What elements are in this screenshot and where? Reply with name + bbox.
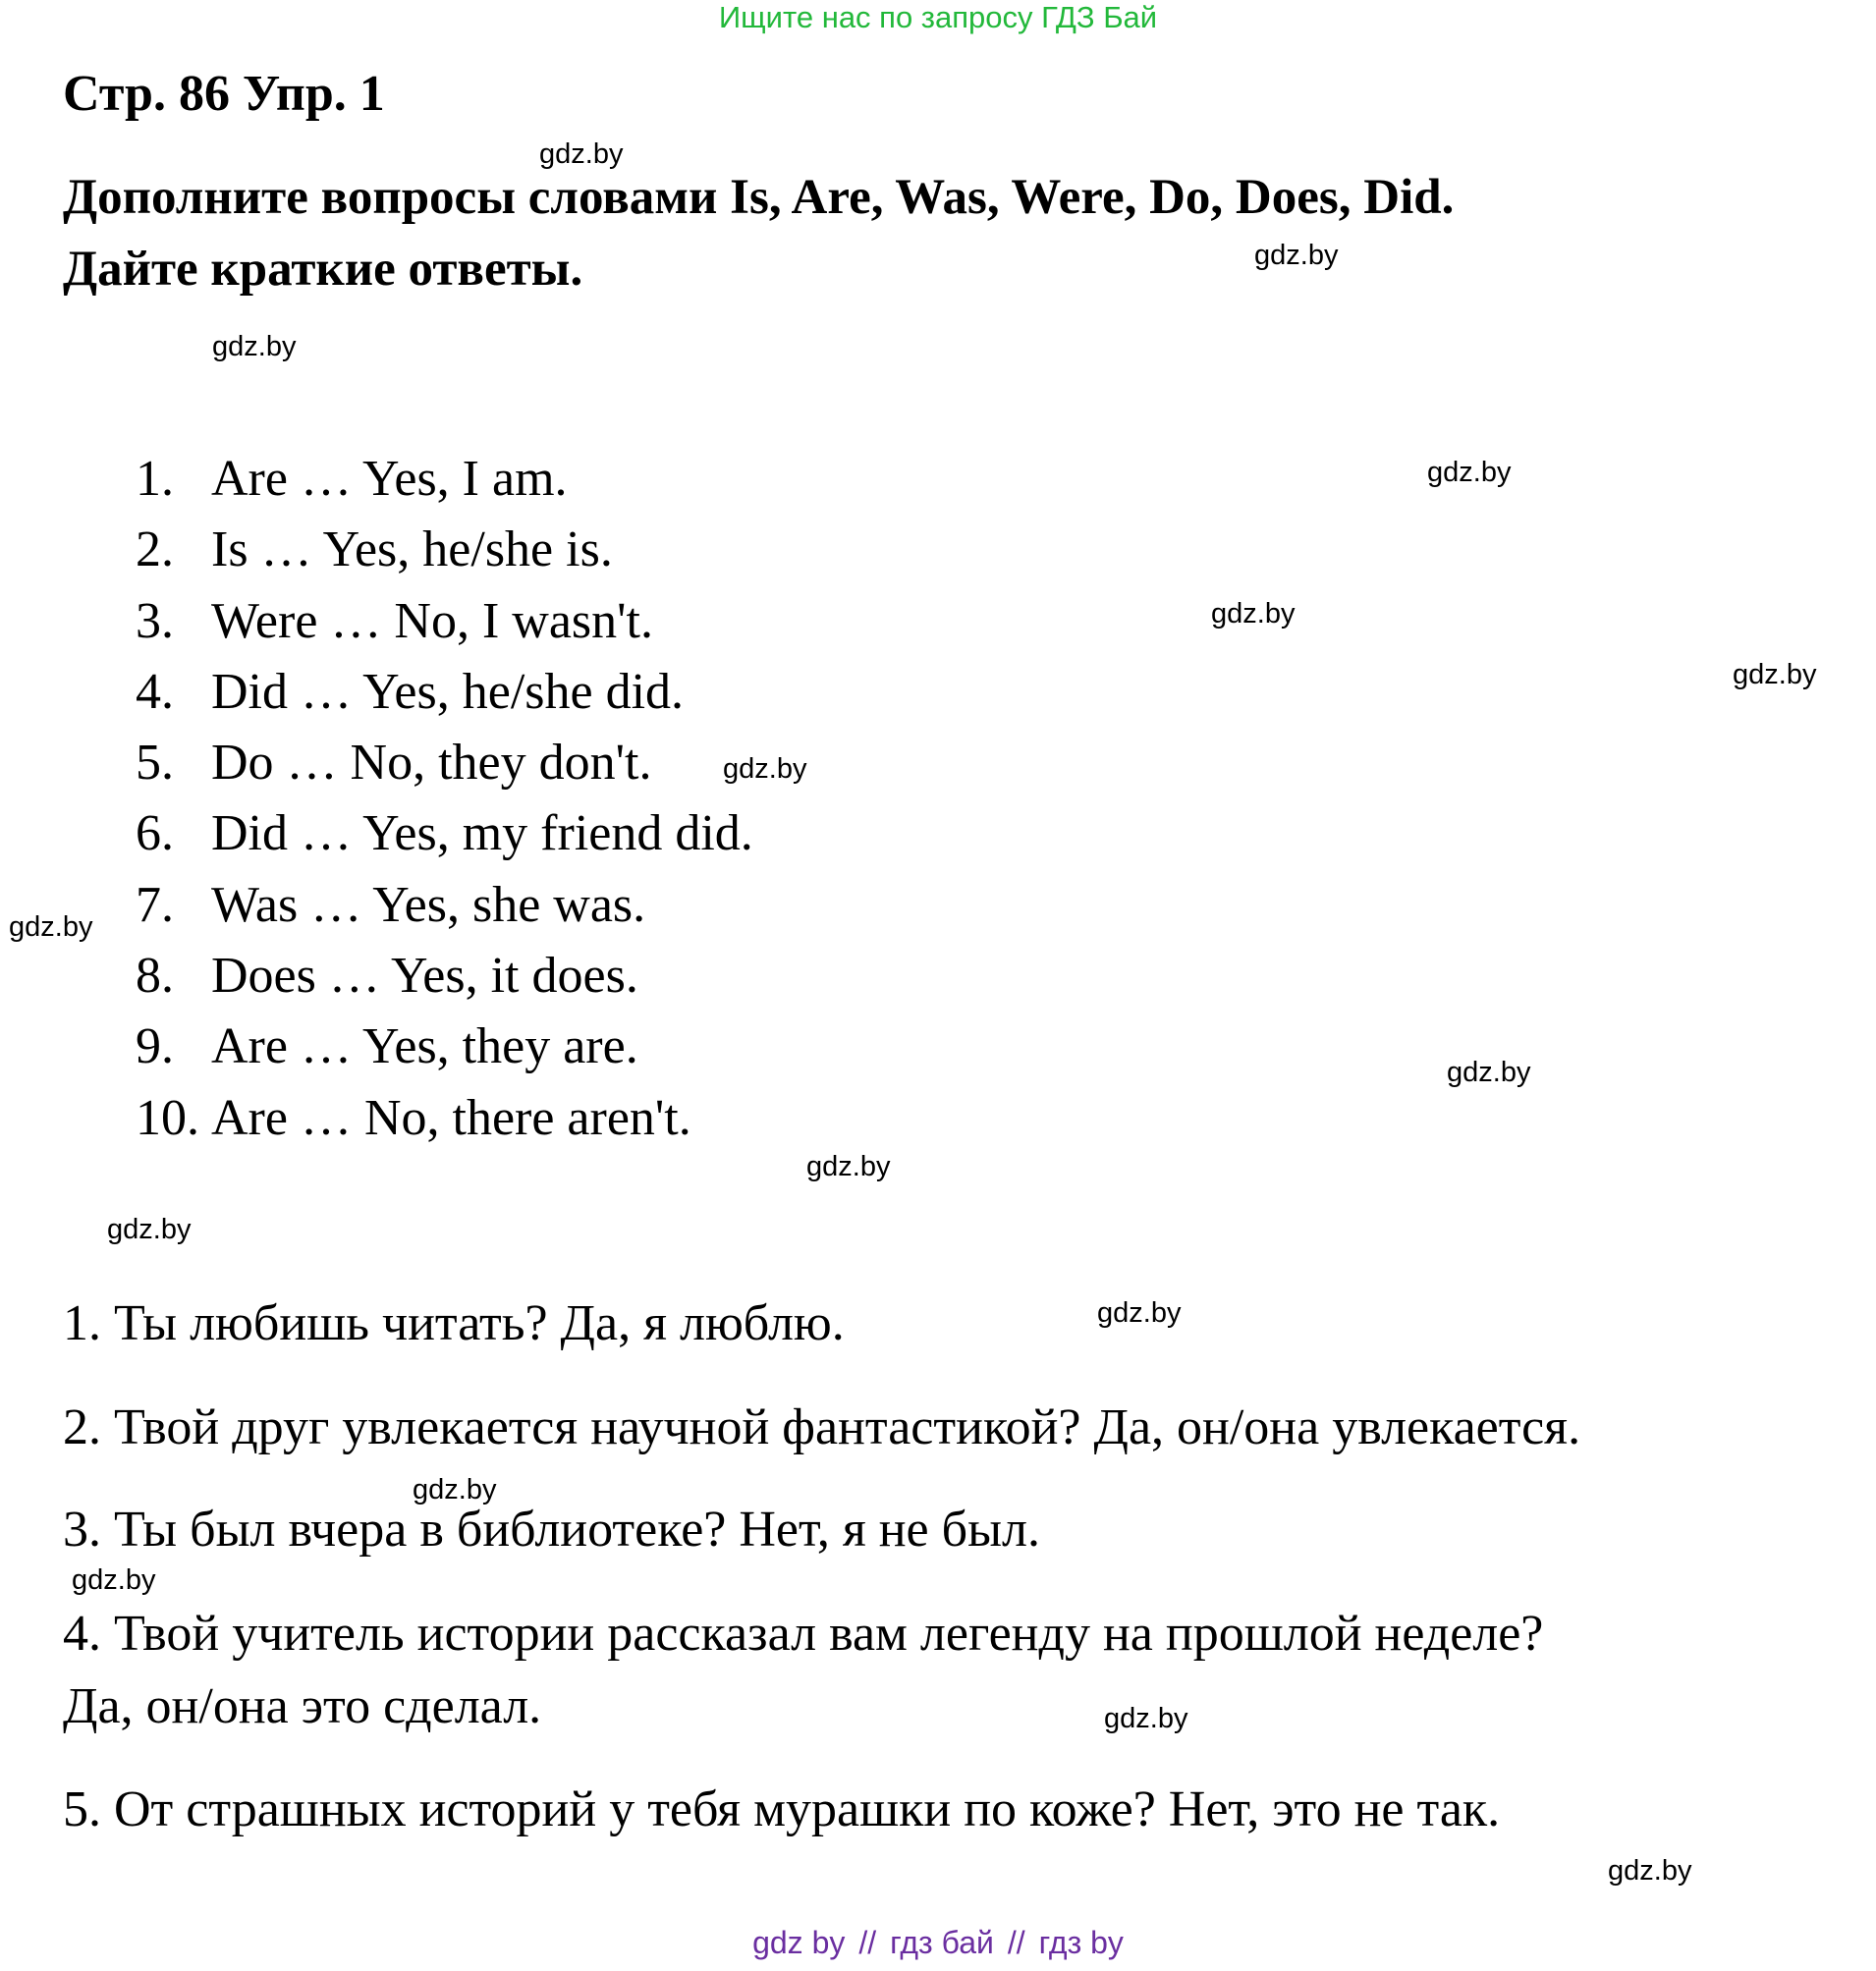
watermark: gdz.by [1427,457,1512,488]
answer-item-2 [136,515,753,585]
task-instruction-line-2: Дайте краткие ответы. [63,242,583,297]
translation-1: 1. Ты любишь читать? Да, я люблю. [63,1295,845,1351]
answer-item-1 [136,444,753,515]
watermark: gdz.by [1211,598,1296,630]
page-title: Стр. 86 Упр. 1 [63,66,385,122]
answer-number: 1. [136,451,174,507]
watermark: gdz.by [723,753,807,785]
watermark: gdz.by [1254,240,1339,271]
watermark: gdz.by [1447,1057,1531,1088]
translation-3: 3. Ты был вчера в библиотеке? Нет, я не был. [63,1502,1040,1558]
watermark: gdz.by [72,1564,156,1596]
top-banner: Ищите нас по запросу ГДЗ Бай [718,0,1158,34]
answer-text: Are … No, there aren't. [211,1089,691,1146]
watermark: gdz.by [1104,1703,1188,1734]
answer-list [136,444,753,1154]
translation-4-line-1: 4. Твой учитель истории рассказал вам легенду на прошлой неделе? [63,1606,1544,1662]
answer-text: Does … Yes, it does. [211,948,638,1005]
answer-number: 8. [136,948,174,1005]
answer-text: Are … Yes, I am. [211,451,568,507]
answer-text: Did … Yes, he/she did. [211,663,685,720]
answer-text: Were … No, I wasn't. [211,592,653,649]
footer-link-gdz-bai[interactable]: гдз бай [890,1925,994,1960]
answer-item-3 [136,586,753,657]
answer-text: Did … Yes, my friend did. [211,805,753,862]
translation-4-line-2: Да, он/она это сделал. [63,1678,542,1734]
answer-number: 3. [136,592,174,649]
answer-text: Is … Yes, he/she is. [211,521,613,578]
answer-number: 6. [136,805,174,862]
task-instruction-line-1: Дополните вопросы словами Is, Are, Was, Were, Do, Does, Did. [63,170,1455,225]
translation-5: 5. От страшных историй у тебя мурашки по коже? Нет, это не так. [63,1781,1501,1837]
footer-link-gdz-by[interactable]: gdz by [752,1925,846,1960]
footer-link-gdz-by-2[interactable]: гдз by [1038,1925,1124,1960]
answer-item-4 [136,657,753,728]
watermark: gdz.by [212,331,297,362]
watermark: gdz.by [107,1214,192,1245]
answer-item-7 [136,870,753,941]
footer-links [0,1923,1876,1962]
answer-text: Are … Yes, they are. [211,1018,638,1075]
answer-number: 5. [136,735,174,792]
watermark: gdz.by [539,138,624,170]
answer-number: 7. [136,876,174,933]
answer-number: 9. [136,1018,174,1075]
watermark: gdz.by [9,911,93,943]
answer-item-8 [136,941,753,1012]
answer-number: 10. [136,1089,199,1146]
watermark: gdz.by [1608,1855,1692,1887]
watermark: gdz.by [1097,1297,1182,1329]
watermark: gdz.by [413,1474,497,1506]
translation-2: 2. Твой друг увлекается научной фантастикой? Да, он/она увлекается. [63,1399,1581,1455]
footer-separator: // [858,1925,877,1960]
answer-item-6 [136,798,753,869]
answer-item-10 [136,1083,753,1154]
answer-number: 2. [136,521,174,578]
watermark: gdz.by [806,1151,891,1182]
answer-item-5 [136,728,753,798]
answer-text: Do … No, they don't. [211,735,652,792]
footer-separator: // [1007,1925,1025,1960]
answer-text: Was … Yes, she was. [211,876,646,933]
answer-number: 4. [136,663,174,720]
watermark: gdz.by [1733,659,1817,690]
answer-item-9 [136,1012,753,1082]
